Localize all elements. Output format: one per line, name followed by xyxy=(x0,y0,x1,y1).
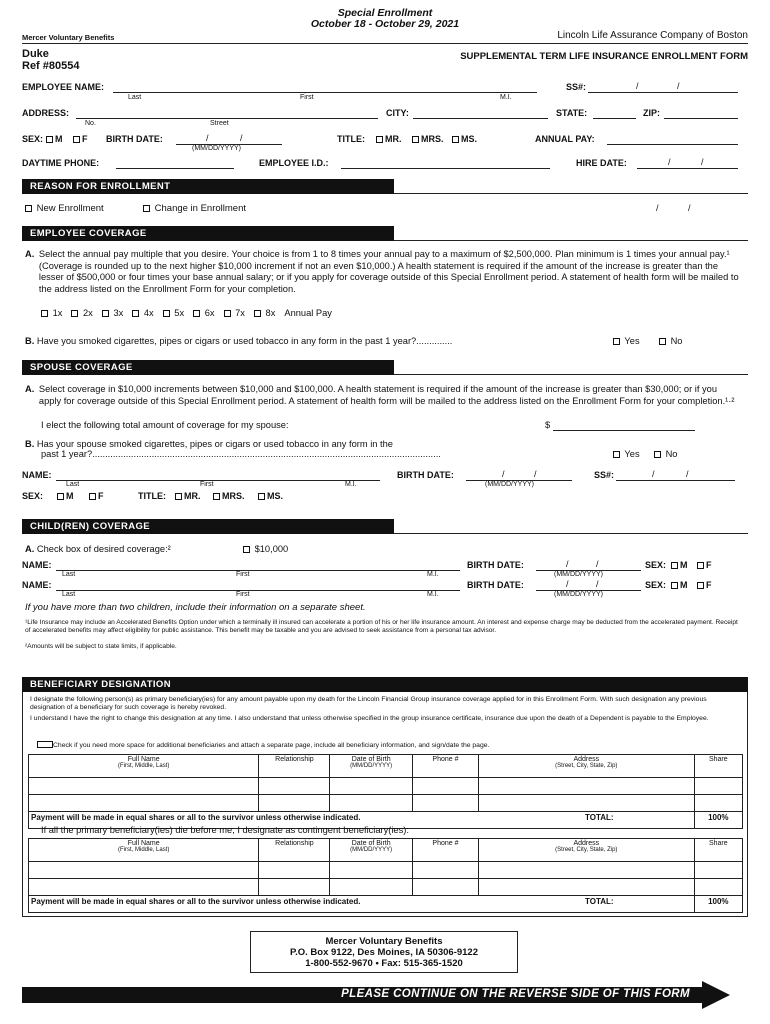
address-no-hint: No. xyxy=(85,120,96,127)
column-subtitle: (MM/DD/YYYY) xyxy=(350,847,393,853)
additional-space-checkbox[interactable] xyxy=(37,741,53,748)
ssn-slash-2: / xyxy=(677,81,680,91)
spouse-name-field[interactable] xyxy=(56,480,380,481)
child-sex-m-checkbox[interactable] xyxy=(671,582,678,589)
table-cell[interactable] xyxy=(479,795,695,812)
lincoln-brand: Lincoln Life Assurance Company of Boston xyxy=(557,30,748,41)
contingent-text: If all the primary beneficiary(ies) die before me, I designate as contingent beneficiary(ies): xyxy=(41,825,409,835)
equal-shares-text: Payment will be made in equal shares or all to the survivor unless otherwise indicated. xyxy=(31,897,361,906)
table-row xyxy=(29,862,743,879)
spouse-coverage-a-label: A. xyxy=(25,384,35,394)
birth-slash-1: / xyxy=(206,133,209,143)
spouse-tobacco-no[interactable] xyxy=(654,449,677,459)
multiple-3x-option[interactable] xyxy=(102,308,123,318)
mailing-line-1: Mercer Voluntary Benefits xyxy=(325,936,443,947)
child-mi-hint: M.I. xyxy=(427,591,439,598)
spouse-last-hint: Last xyxy=(66,481,80,488)
spouse-sex-label: SEX: xyxy=(22,491,44,501)
spouse-coverage-bar-rule xyxy=(394,374,748,375)
column-header xyxy=(330,755,412,778)
hire-slash-2: / xyxy=(701,157,704,167)
column-header xyxy=(29,839,259,862)
table-cell[interactable] xyxy=(259,795,330,812)
footnote-1: ¹Life Insurance may include an Accelerated Benefits Option under which a terminally ill insured can accelerate a portion of his or her life insurance amount. An interest and expense charge may be deducted from the accelerated payment. Receipt of accelerated benefits may affect eligibility for public assistance. This benefit may be taxable and you are advised to seek assistance from a personal tax advisor. xyxy=(25,619,738,634)
spouse-coverage-a-text: Select coverage in $10,000 increments between $10,000 and $100,000. A health statement is required if the amount of the increase is greater than $30,000; or if you apply for coverage outside of this Special Enrollment period. A statement of health form will be mailed to the address listed on the Enrollment Form for your completion.¹·² xyxy=(38,384,735,406)
enrollment-dates: October 18 - October 29, 2021 xyxy=(310,18,460,30)
employee-coverage-bar-rule xyxy=(394,240,748,241)
spouse-tobacco-question xyxy=(25,439,393,450)
child-sex-f-text: F xyxy=(706,580,712,590)
sex-m-option[interactable] xyxy=(46,134,63,144)
spouse-title-ms-option[interactable] xyxy=(258,491,283,501)
multiple-6x-checkbox[interactable] xyxy=(193,310,200,317)
mercer-brand: Mercer Voluntary Benefits xyxy=(22,33,115,42)
beneficiary-para-1: I designate the following person(s) as primary beneficiary(ies) for any amount payable upon my death for the Lincoln Financial Group insurance coverage applied for in this Enrollment Form. With such designation any previous designation of a beneficiary for such coverage is hereby revoked. xyxy=(30,696,707,711)
annual-pay-field[interactable] xyxy=(607,144,738,145)
child-birth-hint: (MM/DD/YYYY) xyxy=(554,591,603,598)
spouse-sex-f-option[interactable] xyxy=(89,491,104,501)
change-enrollment-checkbox[interactable] xyxy=(143,205,150,212)
spouse-tobacco-question-2: past 1 year?....................................................................................................................................... xyxy=(41,449,441,459)
column-title: Phone # xyxy=(432,756,459,763)
spouse-dollar-sign: $ xyxy=(545,420,551,430)
column-title: Address xyxy=(573,840,600,847)
city-field[interactable] xyxy=(413,118,548,119)
reason-slash-1: / xyxy=(656,203,659,213)
state-field[interactable] xyxy=(593,118,636,119)
footnote-2: ²Amounts will be subject to state limits, if applicable. xyxy=(25,643,177,650)
table-cell[interactable] xyxy=(694,862,742,879)
spouse-amount-field[interactable] xyxy=(553,430,695,431)
table-cell[interactable] xyxy=(29,862,259,879)
title-label: TITLE: xyxy=(337,134,365,144)
column-title: Phone # xyxy=(432,840,459,847)
equal-shares-text: Payment will be made in equal shares or all to the survivor unless otherwise indicated. xyxy=(31,813,361,822)
column-header xyxy=(29,755,259,778)
birth-slash-2: / xyxy=(240,133,243,143)
table-cell[interactable] xyxy=(330,862,412,879)
additional-space-text: Check if you need more space for additional beneficiaries and attach a separate page, include all beneficiary information, and sign/date the page. xyxy=(53,742,490,749)
ssn-slash-1: / xyxy=(636,81,639,91)
column-title: Relationship xyxy=(275,756,314,763)
column-title: Relationship xyxy=(275,840,314,847)
table-cell[interactable] xyxy=(259,778,330,795)
multiple-4x-text: 4x xyxy=(143,308,154,318)
column-title: Address xyxy=(573,756,600,763)
employee-last-hint: Last xyxy=(128,94,142,101)
header-rule xyxy=(22,43,748,44)
child-last-hint: Last xyxy=(62,591,76,598)
sex-f-checkbox[interactable] xyxy=(73,136,80,143)
total-label-cell xyxy=(479,896,695,913)
birth-date-label: BIRTH DATE: xyxy=(106,134,163,144)
contingent-beneficiary-table xyxy=(28,838,743,913)
table-cell[interactable] xyxy=(259,862,330,879)
primary-beneficiary-table xyxy=(28,754,743,829)
child-birth-hint: (MM/DD/YYYY) xyxy=(554,571,603,578)
spouse-title-mr-checkbox[interactable] xyxy=(175,493,182,500)
child-sex-m-option[interactable] xyxy=(671,560,688,570)
daytime-phone-label: DAYTIME PHONE: xyxy=(22,158,100,168)
client-ref: Ref #80554 xyxy=(22,60,80,72)
employee-ssn-field[interactable] xyxy=(588,92,738,93)
table-cell[interactable] xyxy=(479,862,695,879)
spouse-title-mrs-checkbox[interactable] xyxy=(213,493,220,500)
sex-f-option[interactable] xyxy=(73,134,88,144)
table-row xyxy=(29,795,743,812)
multiple-6x-option[interactable] xyxy=(193,308,214,318)
annual-pay-multiples xyxy=(41,308,332,318)
child-birth-slash-1: / xyxy=(566,559,569,569)
spouse-title-label: TITLE: xyxy=(138,491,166,501)
spouse-ssn-slash-1: / xyxy=(652,469,655,479)
child-name-label: NAME: xyxy=(22,580,52,590)
multiple-2x-checkbox[interactable] xyxy=(71,310,78,317)
total-value-cell xyxy=(694,812,742,829)
table-cell[interactable] xyxy=(412,778,478,795)
child-sex-label: SEX: xyxy=(645,560,667,570)
spouse-coverage-a xyxy=(25,384,747,407)
beneficiary-bar: BENEFICIARY DESIGNATION xyxy=(22,677,748,692)
table-cell[interactable] xyxy=(29,879,259,896)
multiple-6x-text: 6x xyxy=(204,308,215,318)
spouse-tobacco-yes-text: Yes xyxy=(624,449,640,459)
child-birth-slash-2: / xyxy=(596,579,599,589)
employee-ssn-label: SS#: xyxy=(566,82,587,92)
child-birth-label: BIRTH DATE: xyxy=(467,560,524,570)
table-cell[interactable] xyxy=(412,795,478,812)
title-ms-option[interactable] xyxy=(452,134,477,144)
title-ms-text: MS. xyxy=(461,134,478,144)
change-enrollment-text: Change in Enrollment xyxy=(154,203,246,214)
column-title: Share xyxy=(708,756,728,763)
beneficiary-para-2: I understand I have the right to change this designation at any time. I also understand that unless otherwise specified in the group insurance certificate, insurance due upon the death of a Dependent is payable to the Employee. xyxy=(30,715,709,722)
multiple-5x-checkbox[interactable] xyxy=(163,310,170,317)
spouse-elect-text: I elect the following total amount of coverage for my spouse: xyxy=(41,420,289,430)
employee-tobacco-no[interactable] xyxy=(659,336,682,346)
title-mr-checkbox[interactable] xyxy=(376,136,383,143)
table-cell[interactable] xyxy=(479,778,695,795)
column-title: Date of Birth xyxy=(351,840,391,847)
spouse-birth-hint: (MM/DD/YYYY) xyxy=(485,481,534,488)
multiples-suffix: Annual Pay xyxy=(284,308,332,318)
more-children-note: If you have more than two children, include their information on a separate sheet. xyxy=(25,602,366,613)
multiple-4x-checkbox[interactable] xyxy=(132,310,139,317)
total-value: 100% xyxy=(708,813,729,822)
multiple-7x-checkbox[interactable] xyxy=(224,310,231,317)
title-ms-checkbox[interactable] xyxy=(452,136,459,143)
spouse-coverage-bar: SPOUSE COVERAGE xyxy=(22,360,394,375)
multiple-8x-option[interactable] xyxy=(254,308,275,318)
child-sex-f-checkbox[interactable] xyxy=(697,562,704,569)
address-field[interactable] xyxy=(76,118,378,119)
employee-tobacco-no-checkbox[interactable] xyxy=(659,338,666,345)
table-cell[interactable] xyxy=(29,795,259,812)
spouse-sex-f-checkbox[interactable] xyxy=(89,493,96,500)
sex-label: SEX: xyxy=(22,134,44,144)
spouse-tobacco-yes[interactable] xyxy=(613,449,640,459)
child-first-hint: First xyxy=(236,571,250,578)
state-label: STATE: xyxy=(556,108,588,118)
spouse-name-label: NAME: xyxy=(22,470,52,480)
spouse-birth-slash-2: / xyxy=(534,469,537,479)
address-label: ADDRESS: xyxy=(22,108,70,118)
mailing-line-3: 1-800-552-9670 • Fax: 515-365-1520 xyxy=(305,958,463,969)
child-sex-f-text: F xyxy=(706,560,712,570)
column-title: Full Name xyxy=(127,756,160,763)
children-a-text: Check box of desired coverage:² xyxy=(36,544,171,554)
table-header-row xyxy=(29,755,743,778)
child-sex-f-option[interactable] xyxy=(697,580,712,590)
spouse-title-mrs-option[interactable] xyxy=(213,491,245,501)
column-header xyxy=(412,839,478,862)
spouse-tobacco-text-1: Has your spouse smoked cigarettes, pipes or cigars or used tobacco in any form in the xyxy=(36,439,393,449)
table-cell[interactable] xyxy=(330,879,412,896)
spouse-title-mr-option[interactable] xyxy=(175,491,201,501)
zip-label: ZIP: xyxy=(643,108,660,118)
new-enrollment-text: New Enrollment xyxy=(36,203,104,214)
child-first-hint: First xyxy=(236,591,250,598)
spouse-tobacco-b-label: B. xyxy=(25,439,35,449)
spouse-ssn-slash-2: / xyxy=(686,469,689,479)
multiple-4x-option[interactable] xyxy=(132,308,153,318)
table-cell[interactable] xyxy=(694,795,742,812)
multiple-3x-checkbox[interactable] xyxy=(102,310,109,317)
spouse-ssn-label: SS#: xyxy=(594,470,615,480)
children-coverage-a xyxy=(25,544,171,554)
hire-date-label: HIRE DATE: xyxy=(576,158,627,168)
child-name-label: NAME: xyxy=(22,560,52,570)
child-mi-hint: M.I. xyxy=(427,571,439,578)
multiple-3x-text: 3x xyxy=(113,308,124,318)
title-mr-option[interactable] xyxy=(376,134,402,144)
total-row xyxy=(29,896,743,913)
column-header xyxy=(259,839,330,862)
city-label: CITY: xyxy=(386,108,409,118)
spouse-sex-m-option[interactable] xyxy=(57,491,74,501)
spouse-birth-label: BIRTH DATE: xyxy=(397,470,454,480)
employee-coverage-bar: EMPLOYEE COVERAGE xyxy=(22,226,394,241)
employee-first-hint: First xyxy=(300,94,314,101)
child-sex-f-option[interactable] xyxy=(697,560,712,570)
employee-id-field[interactable] xyxy=(341,168,550,169)
new-enrollment-checkbox[interactable] xyxy=(25,205,32,212)
multiple-2x-text: 2x xyxy=(83,308,93,318)
employee-name-field[interactable] xyxy=(113,92,537,93)
employee-tobacco-b-label: B. xyxy=(25,336,35,346)
child-sex-m-text: M xyxy=(680,580,688,590)
total-value: 100% xyxy=(708,897,729,906)
table-row xyxy=(29,879,743,896)
change-enrollment-option[interactable] xyxy=(143,203,246,214)
sex-m-checkbox[interactable] xyxy=(46,136,53,143)
mailing-line-2: P.O. Box 9122, Des Moines, IA 50306-9122 xyxy=(290,947,478,958)
table-cell[interactable] xyxy=(479,879,695,896)
child-birth-slash-2: / xyxy=(596,559,599,569)
spouse-tobacco-no-text: No xyxy=(665,449,678,459)
column-header xyxy=(412,755,478,778)
birth-date-hint: (MM/DD/YYYY) xyxy=(192,145,241,152)
sex-m-text: M xyxy=(55,134,63,144)
employee-tobacco-no-text: No xyxy=(670,336,683,346)
spouse-title-mrs-text: MRS. xyxy=(222,491,245,501)
annual-pay-label: ANNUAL PAY: xyxy=(535,134,595,144)
employee-mi-hint: M.I. xyxy=(500,94,512,101)
table-header-row xyxy=(29,839,743,862)
continue-arrow-banner xyxy=(22,981,730,1009)
column-title: Date of Birth xyxy=(351,756,391,763)
table-cell[interactable] xyxy=(330,795,412,812)
child-10000-text: $10,000 xyxy=(254,544,289,554)
child-birth-slash-1: / xyxy=(566,579,569,589)
child-sex-m-checkbox[interactable] xyxy=(671,562,678,569)
table-cell[interactable] xyxy=(259,879,330,896)
spouse-sex-m-checkbox[interactable] xyxy=(57,493,64,500)
child-sex-f-checkbox[interactable] xyxy=(697,582,704,589)
multiple-7x-text: 7x xyxy=(235,308,245,318)
reason-bar: REASON FOR ENROLLMENT xyxy=(22,179,394,194)
spouse-tobacco-no-checkbox[interactable] xyxy=(654,451,661,458)
child-sex-m-option[interactable] xyxy=(671,580,688,590)
continue-text: PLEASE CONTINUE ON THE REVERSE SIDE OF THIS FORM xyxy=(341,988,690,1000)
children-a-label: A. xyxy=(25,544,35,554)
multiple-1x-option[interactable] xyxy=(41,308,62,318)
table-cell[interactable] xyxy=(29,778,259,795)
column-title: Share xyxy=(708,840,728,847)
child-birth-label: BIRTH DATE: xyxy=(467,580,524,590)
spouse-title-ms-text: MS. xyxy=(267,491,284,501)
total-label: TOTAL: xyxy=(585,813,614,822)
new-enrollment-option[interactable] xyxy=(25,203,104,214)
child-name-field[interactable] xyxy=(56,590,460,591)
employee-coverage-a-text: Select the annual pay multiple that you desire. Your choice is from 1 to 8 times your annual pay to a maximum of $2,500,000. Plan minimum is 1 times your annual pay.¹ (Coverage is rounded up to the next higher $10,000 increment if not an even $10,000.) A health statement is required if the amount of the increase is greater than the lesser of $500,000 or four times your base annual salary; or if you apply for coverage outside of this Special Enrollment period. A statement of health form will be mailed to the address listed on the Enrollment Form for your completion. xyxy=(38,249,739,294)
children-coverage-bar: CHILD(REN) COVERAGE xyxy=(22,519,394,534)
child-sex-label: SEX: xyxy=(645,580,667,590)
zip-field[interactable] xyxy=(664,118,738,119)
table-cell[interactable] xyxy=(330,778,412,795)
multiple-8x-text: 8x xyxy=(265,308,276,318)
mailing-address-box xyxy=(250,931,518,973)
additional-space-option[interactable] xyxy=(37,741,489,749)
table-cell[interactable] xyxy=(412,862,478,879)
total-label: TOTAL: xyxy=(585,897,614,906)
child-10000-checkbox[interactable] xyxy=(243,546,250,553)
column-title: Full Name xyxy=(127,840,160,847)
multiple-1x-text: 1x xyxy=(52,308,63,318)
multiple-8x-checkbox[interactable] xyxy=(254,310,261,317)
sex-f-text: F xyxy=(82,134,88,144)
spouse-sex-m-text: M xyxy=(66,491,74,501)
column-header xyxy=(479,755,695,778)
employee-tobacco-question xyxy=(25,336,452,346)
column-subtitle: (MM/DD/YYYY) xyxy=(350,763,393,769)
child-10000-option[interactable] xyxy=(243,544,288,554)
hire-date-field[interactable] xyxy=(637,168,738,169)
column-subtitle: (Street, City, State, Zip) xyxy=(555,763,618,769)
column-subtitle: (Street, City, State, Zip) xyxy=(555,847,618,853)
multiple-2x-option[interactable] xyxy=(71,308,92,318)
client-name: Duke xyxy=(22,48,49,60)
enrollment-title: Special Enrollment xyxy=(337,7,433,19)
spouse-ssn-field[interactable] xyxy=(616,480,735,481)
child-name-field[interactable] xyxy=(56,570,460,571)
spouse-title-mr-text: MR. xyxy=(184,491,201,501)
total-value-cell xyxy=(694,896,742,913)
spouse-birth-slash-1: / xyxy=(502,469,505,479)
employee-name-label: EMPLOYEE NAME: xyxy=(22,82,105,92)
employee-tobacco-yes-checkbox[interactable] xyxy=(613,338,620,345)
employee-id-label: EMPLOYEE I.D.: xyxy=(259,158,329,168)
reason-slash-2: / xyxy=(688,203,691,213)
column-header xyxy=(694,755,742,778)
total-label-cell xyxy=(479,812,695,829)
table-row xyxy=(29,778,743,795)
multiple-5x-text: 5x xyxy=(174,308,185,318)
employee-tobacco-text: Have you smoked cigarettes, pipes or cigars or used tobacco in any form in the past 1 year?.............. xyxy=(36,336,453,346)
child-last-hint: Last xyxy=(62,571,76,578)
multiple-5x-option[interactable] xyxy=(163,308,184,318)
column-header xyxy=(259,755,330,778)
column-header xyxy=(479,839,695,862)
title-mrs-checkbox[interactable] xyxy=(412,136,419,143)
reason-bar-rule xyxy=(394,193,748,194)
table-cell[interactable] xyxy=(694,778,742,795)
employee-coverage-a xyxy=(25,249,747,295)
equal-shares-note xyxy=(29,896,479,913)
column-subtitle: (First, Middle, Last) xyxy=(118,847,170,853)
title-mrs-text: MRS. xyxy=(421,134,444,144)
hire-slash-1: / xyxy=(668,157,671,167)
spouse-title-ms-checkbox[interactable] xyxy=(258,493,265,500)
address-street-hint: Street xyxy=(210,120,229,127)
spouse-tobacco-yes-checkbox[interactable] xyxy=(613,451,620,458)
title-mr-text: MR. xyxy=(385,134,402,144)
form-title: SUPPLEMENTAL TERM LIFE INSURANCE ENROLLMENT FORM xyxy=(460,51,748,62)
table-cell[interactable] xyxy=(694,879,742,896)
column-header xyxy=(330,839,412,862)
children-coverage-bar-rule xyxy=(394,533,748,534)
employee-tobacco-yes[interactable] xyxy=(613,336,640,346)
employee-coverage-a-label: A. xyxy=(25,249,35,259)
column-header xyxy=(694,839,742,862)
title-mrs-option[interactable] xyxy=(412,134,444,144)
spouse-first-hint: First xyxy=(200,481,214,488)
spouse-sex-f-text: F xyxy=(98,491,104,501)
spouse-mi-hint: M.I. xyxy=(345,481,357,488)
child-sex-m-text: M xyxy=(680,560,688,570)
daytime-phone-field[interactable] xyxy=(116,168,234,169)
employee-tobacco-yes-text: Yes xyxy=(624,336,640,346)
multiple-1x-checkbox[interactable] xyxy=(41,310,48,317)
table-cell[interactable] xyxy=(412,879,478,896)
column-subtitle: (First, Middle, Last) xyxy=(118,763,170,769)
multiple-7x-option[interactable] xyxy=(224,308,245,318)
